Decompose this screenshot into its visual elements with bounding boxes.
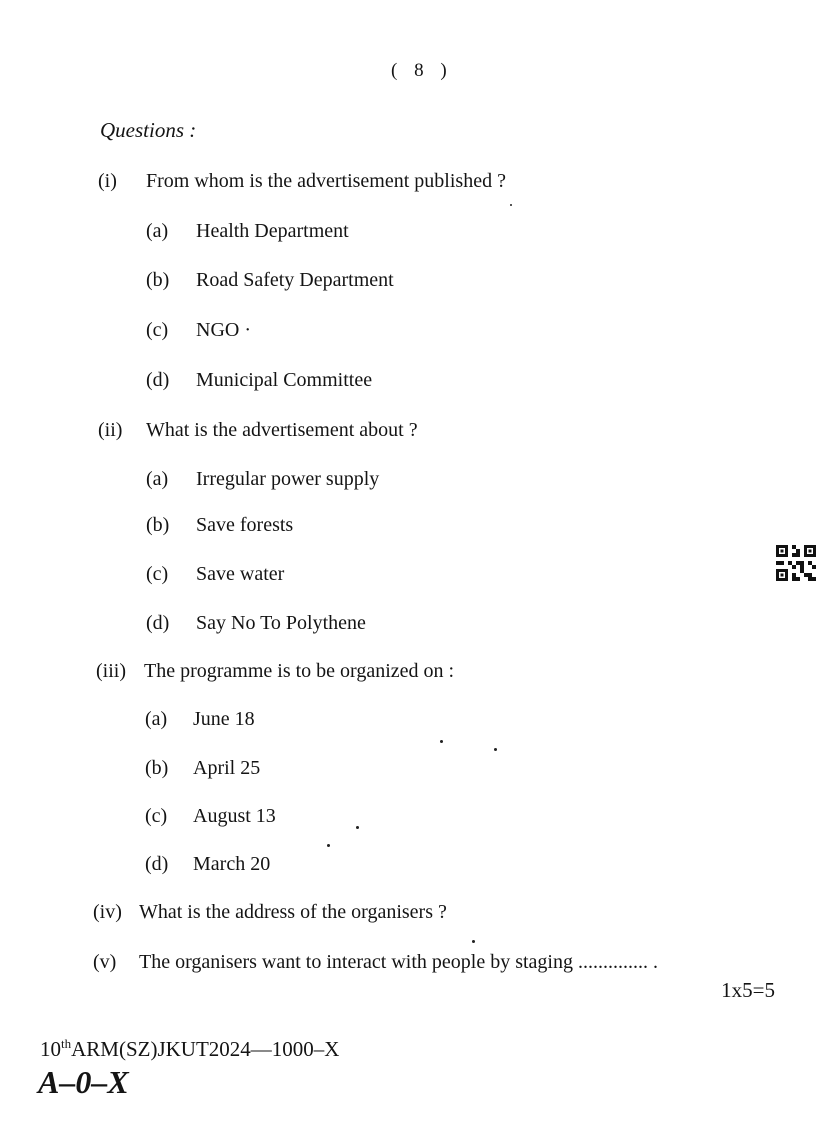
question-number: (i) — [98, 170, 117, 192]
marks-allocation: 1x5=5 — [721, 978, 775, 1002]
option-text: Irregular power supply — [196, 468, 380, 490]
scan-speck — [510, 204, 512, 206]
option-text: March 20 — [193, 853, 271, 875]
scan-speck — [440, 740, 443, 743]
option-2a — [146, 468, 379, 491]
option-1d — [146, 369, 372, 392]
option-label: (d) — [146, 612, 170, 634]
option-text: Road Safety Department — [196, 269, 394, 291]
option-text: August 13 — [193, 805, 276, 827]
question-text: The organisers want to interact with people by staging .............. . — [139, 951, 658, 973]
question-1 — [98, 170, 506, 193]
option-label: (c) — [146, 563, 169, 585]
question-text: What is the address of the organisers ? — [139, 901, 447, 923]
question-5 — [93, 951, 658, 974]
question-number: (ii) — [98, 419, 123, 441]
question-text: From whom is the advertisement published ? — [146, 170, 506, 192]
paper-code-sup: th — [61, 1036, 72, 1051]
question-4 — [93, 901, 447, 924]
option-label: (b) — [145, 757, 169, 779]
option-2b — [146, 514, 293, 537]
option-label: (a) — [145, 708, 168, 730]
option-3c — [145, 805, 276, 828]
option-2d — [146, 612, 366, 635]
option-label: (b) — [146, 269, 170, 291]
option-3a — [145, 708, 255, 731]
option-text: Save water — [196, 563, 285, 585]
question-number: (iii) — [96, 660, 126, 682]
option-text: June 18 — [193, 708, 255, 730]
scan-speck — [327, 844, 330, 847]
option-label: (c) — [146, 319, 169, 341]
paper-code-rest: ARM(SZ)JKUT2024—1000–X — [71, 1037, 340, 1061]
option-text: NGO · — [196, 319, 251, 341]
set-code: A–0–X — [38, 1064, 129, 1100]
option-label: (c) — [145, 805, 168, 827]
option-label: (d) — [145, 853, 169, 875]
option-text: Municipal Committee — [196, 369, 373, 391]
scan-speck — [472, 940, 475, 943]
option-1a — [146, 220, 349, 243]
option-1c — [146, 319, 251, 342]
question-number: (v) — [93, 951, 117, 973]
option-label: (b) — [146, 514, 170, 536]
option-2c — [146, 563, 284, 586]
option-text: Say No To Polythene — [196, 612, 366, 634]
qr-code-icon — [776, 545, 816, 581]
question-text: The programme is to be organized on : — [144, 660, 455, 682]
question-text: What is the advertisement about ? — [146, 419, 418, 441]
option-text: Save forests — [196, 514, 294, 536]
questions-heading: Questions : — [100, 118, 197, 142]
scan-speck — [356, 826, 359, 829]
option-label: (a) — [146, 468, 169, 490]
option-3d — [145, 853, 270, 876]
option-label: (a) — [146, 220, 169, 242]
question-number: (iv) — [93, 901, 122, 923]
scan-speck — [494, 748, 497, 751]
option-text: Health Department — [196, 220, 349, 242]
option-3b — [145, 757, 260, 780]
option-label: (d) — [146, 369, 170, 391]
question-2 — [98, 419, 418, 442]
option-text: April 25 — [193, 757, 261, 779]
paper-code — [40, 1036, 339, 1062]
question-3 — [96, 660, 454, 683]
paper-code-prefix: 10 — [40, 1037, 61, 1061]
page-number: ( 8 ) — [391, 60, 453, 81]
option-1b — [146, 269, 394, 292]
